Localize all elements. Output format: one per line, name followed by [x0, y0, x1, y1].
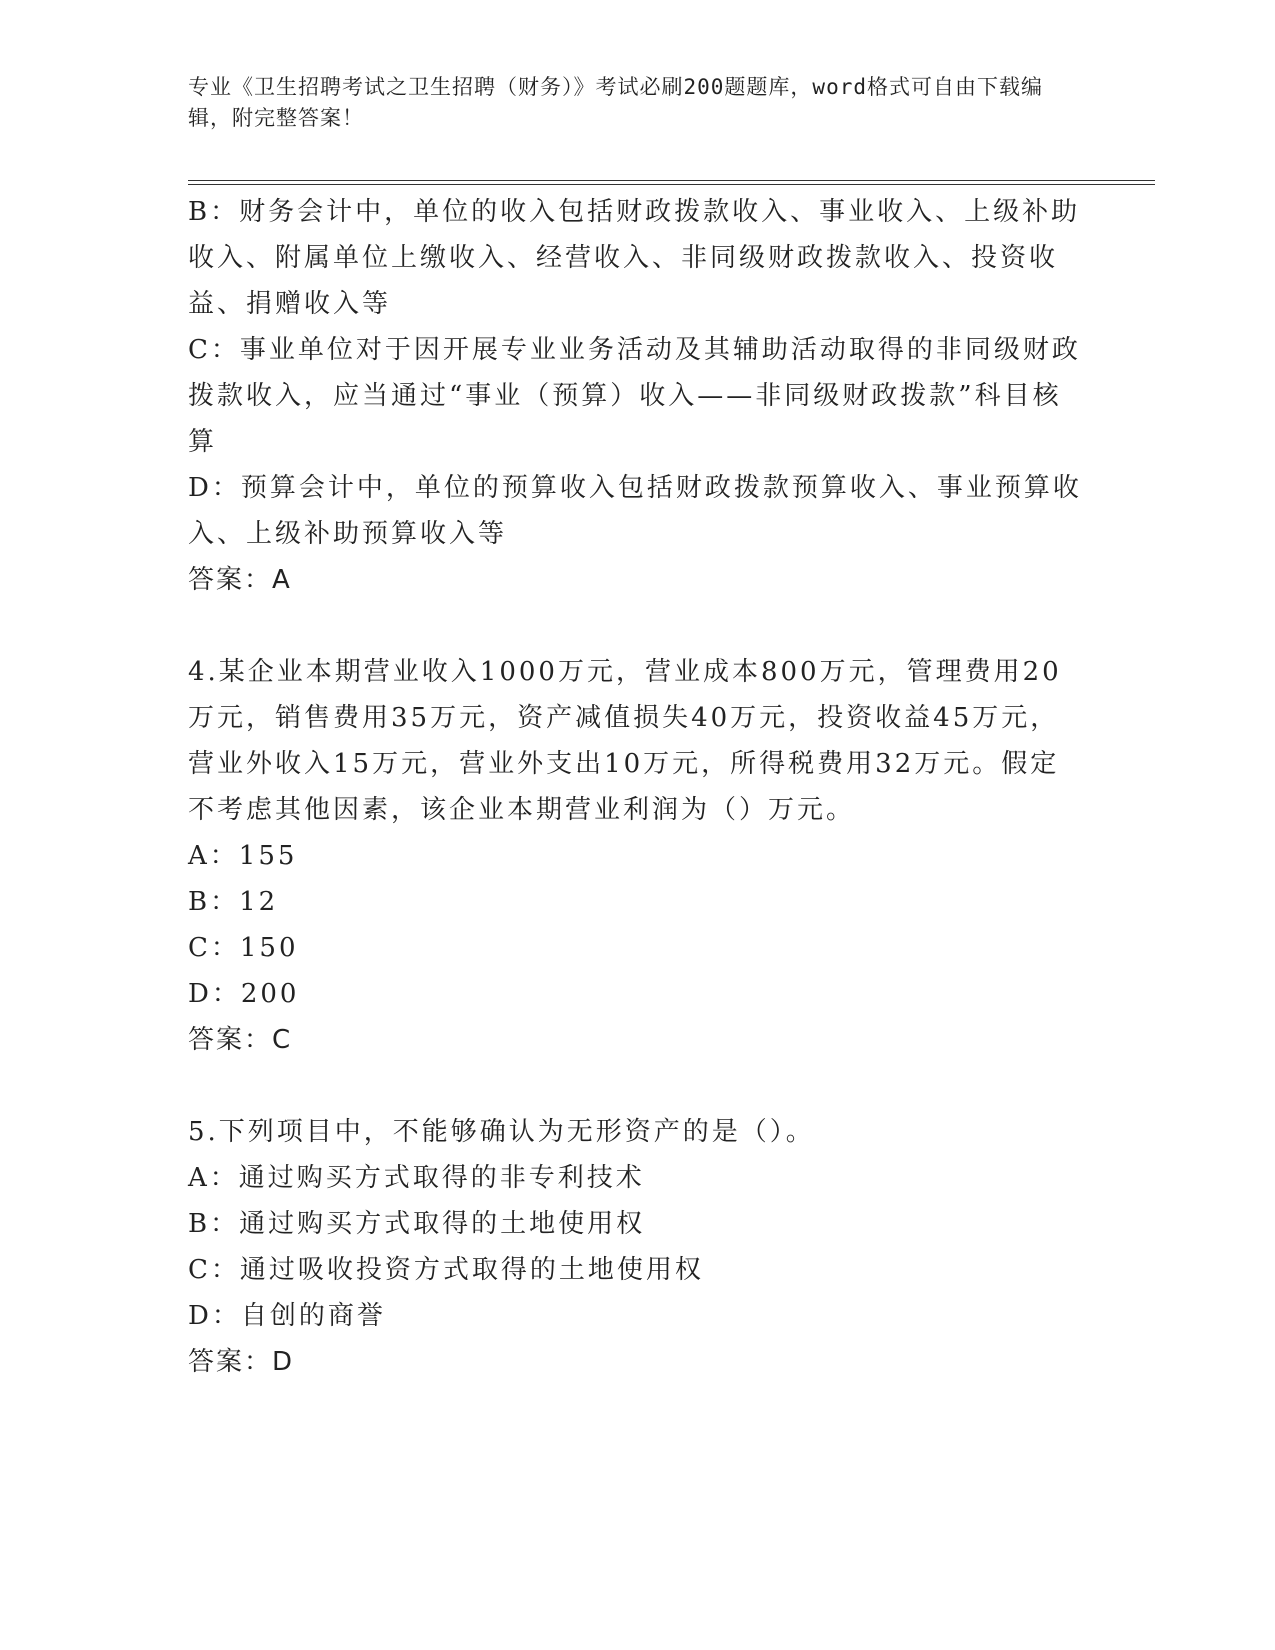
q5-option-b: B：通过购买方式取得的土地使用权: [188, 1209, 646, 1239]
document-body: [188, 189, 1088, 1385]
document-header: 专业《卫生招聘考试之卫生招聘（财务）》考试必刷200题题库，word格式可自由下载编辑，附完整答案！: [188, 75, 1043, 130]
q5-option-d: D：自创的商誉: [188, 1301, 386, 1331]
q5-question: 5.下列项目中，不能够确认为无形资产的是（）。: [188, 1117, 815, 1147]
q4-option-d: D：200: [188, 979, 300, 1009]
q4-option-a: A：155: [188, 841, 298, 871]
q4-option-c: C：150: [188, 933, 299, 963]
header-divider-bottom: [188, 184, 1155, 185]
q3-option-c: C：事业单位对于因开展专业业务活动及其辅助活动取得的非同级财政拨款收入，应当通过“事业（预算）收入——非同级财政拨款”科目核算: [188, 335, 1081, 457]
q5-option-c: C：通过吸收投资方式取得的土地使用权: [188, 1255, 704, 1285]
q5-option-a: A：通过购买方式取得的非专利技术: [188, 1163, 645, 1193]
q4-answer: 答案：C: [188, 1025, 293, 1055]
q3-option-d: D：预算会计中，单位的预算收入包括财政拨款预算收入、事业预算收入、上级补助预算收入等: [188, 473, 1082, 549]
q3-option-b: B：财务会计中，单位的收入包括财政拨款收入、事业收入、上级补助收入、附属单位上缴收入、经营收入、非同级财政拨款收入、投资收益、捐赠收入等: [188, 197, 1081, 319]
question-3: [188, 189, 1088, 603]
header-divider-top: [188, 180, 1155, 181]
question-5: [188, 1109, 1088, 1385]
q3-answer: 答案：A: [188, 565, 292, 595]
q4-question: 4.某企业本期营业收入1000万元，营业成本800万元，管理费用20万元，销售费用35万元，资产减值损失40万元，投资收益45万元，营业外收入15万元，营业外支出10万元，所得税费用32万元。假定不考虑其他因素，该企业本期营业利润为（）万元。: [188, 657, 1062, 825]
question-4: [188, 649, 1088, 1063]
q4-option-b: B：12: [188, 887, 279, 917]
question-separator: [188, 1063, 1088, 1109]
q5-answer: 答案：D: [188, 1347, 295, 1377]
question-separator: [188, 603, 1088, 649]
